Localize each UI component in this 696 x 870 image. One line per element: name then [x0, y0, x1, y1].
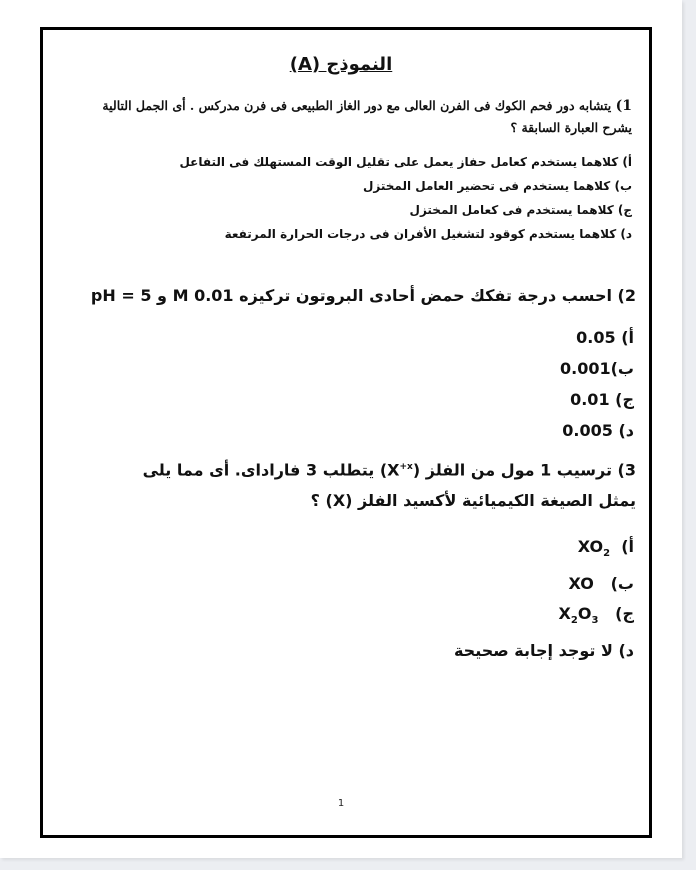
question-3 — [100, 452, 636, 516]
q2-option-value: 0.001 — [560, 359, 611, 378]
formula-xo2: $XO_2$ — [577, 537, 611, 560]
q1-option-a: أ) كلاهما يستخدم كعامل حفاز يعمل على تقليل الوقت المستهلك فى التفاعل — [179, 155, 632, 169]
question-1-number: 1) — [615, 98, 632, 114]
question-3-text-b: ) يتطلب 3 فاراداى. أى مما يلى يمثل الصيغة الكيميائية لأكسيد الفلز (X) ؟ — [142, 460, 636, 511]
q2-option-letter: ب) — [610, 359, 634, 378]
question-3-options — [334, 532, 634, 666]
q1-option-b: ب) كلاهما يستخدم فى تحضير العامل المختزل — [362, 179, 632, 193]
q2-option-letter: ج) — [615, 390, 634, 409]
q2-option-value: 0.005 — [562, 421, 613, 440]
formula-x2o3: $X_2O_3$ — [558, 604, 599, 627]
q2-option-b — [334, 353, 634, 384]
formula-xo: XO — [568, 574, 594, 594]
question-2-number: 2) — [617, 286, 636, 305]
question-2-text: احسب درجة تفكك حمض أحادى البروتون تركيزه — [239, 286, 612, 305]
q3-option-letter: ب) — [610, 574, 634, 594]
question-3-number: 3) — [617, 460, 636, 480]
page-title: النموذج (A) — [289, 54, 393, 75]
question-1-text: يتشابه دور فحم الكوك فى الفرن العالى مع دور الغاز الطبيعى فى فرن مدركس . أى الجمل التالية يشرح العبارة السابقة ؟ — [102, 98, 632, 135]
q3-option-c — [334, 599, 634, 636]
q3-option-d-text: لا توجد إجابة صحيحة — [453, 641, 613, 661]
q2-option-c — [334, 384, 634, 415]
q3-option-letter: د) — [618, 641, 634, 661]
q3-option-letter: ج) — [615, 604, 634, 624]
q2-option-value: 0.05 — [576, 328, 616, 347]
question-1 — [82, 95, 632, 139]
q3-option-a — [334, 532, 634, 569]
question-2-ph: pH = 5 — [90, 286, 152, 305]
q1-option-d: د) كلاهما يستخدم كوقود لتشغيل الأفران فى درجات الحرارة المرتفعة — [224, 227, 632, 241]
q3-option-letter: أ) — [621, 537, 634, 556]
q2-option-d — [334, 415, 634, 446]
q1-option-c: ج) كلاهما يستخدم فى كعامل المختزل — [409, 203, 632, 217]
ion-charge: +x — [399, 462, 413, 472]
page-number: 1 — [337, 798, 345, 809]
q2-option-a — [334, 322, 634, 353]
question-2-concentration: 0.01 M — [172, 286, 234, 305]
question-2-conj: و — [157, 286, 167, 305]
q2-option-value: 0.01 — [570, 390, 610, 409]
q2-option-letter: أ) — [621, 328, 634, 347]
question-3-text-a: ترسيب 1 مول من الفلز (X — [387, 460, 612, 480]
question-2-options — [334, 322, 634, 446]
question-1-options — [162, 150, 632, 246]
question-2 — [75, 282, 636, 310]
q2-option-letter: د) — [618, 421, 634, 440]
q3-option-d — [334, 636, 634, 666]
q3-option-b — [334, 569, 634, 599]
